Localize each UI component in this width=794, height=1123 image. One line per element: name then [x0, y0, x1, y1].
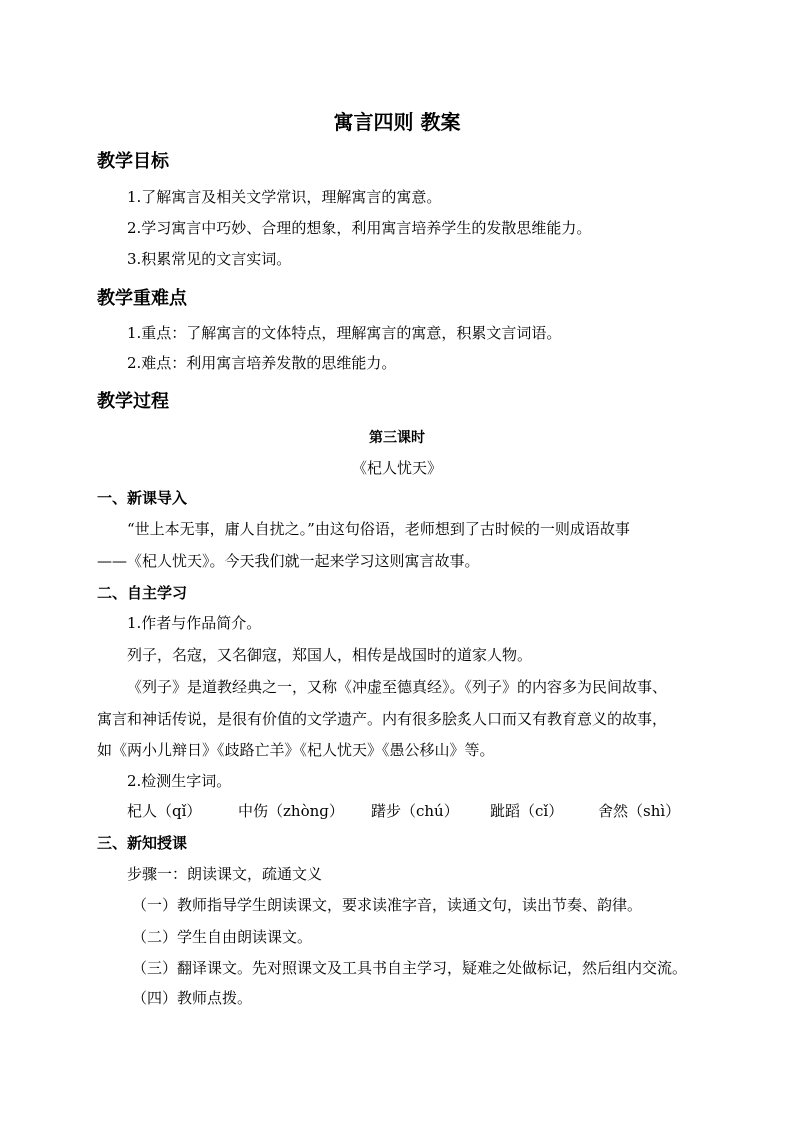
part1-line2: ——《杞人忧天》。今天我们就一起来学习这则寓言故事。 — [97, 552, 480, 570]
part1-line1: “世上本无事，庸人自扰之。”由这句俗语，老师想到了古时候的一则成语故事 — [127, 520, 630, 538]
step-item-2: （二）学生自由朗读课文。 — [132, 928, 313, 946]
vocab-word-4: 跐蹈（cǐ） — [490, 802, 564, 820]
text-title: 《杞人忧天》 — [351, 459, 442, 477]
author-intro: 列子，名寇，又名御寇，郑国人，相传是战国时的道家人物。 — [127, 646, 533, 664]
step-item-4: （四）教师点拨。 — [132, 989, 253, 1007]
heading-goals: 教学目标 — [97, 151, 169, 172]
goal-item-2: 2.学习寓言中巧妙、合理的想象，利用寓言培养学生的发散思维能力。 — [127, 219, 592, 237]
goal-item-1: 1.了解寓言及相关文学常识，理解寓言的寓意。 — [127, 188, 442, 206]
heading-key-points: 教学重难点 — [97, 288, 187, 309]
part2-item1: 1.作者与作品简介。 — [127, 614, 262, 632]
page-title: 寓言四则 教案 — [333, 110, 461, 134]
vocab-word-2: 中伤（zhònɡ） — [238, 802, 344, 820]
heading-process: 教学过程 — [97, 391, 169, 412]
step-item-1: （一）教师指导学生朗读课文，要求读准字音，读通文句，读出节奏、韵律。 — [132, 896, 643, 914]
part2-item2: 2.检测生字词。 — [127, 772, 232, 790]
vocab-word-5: 舍然（shì） — [598, 802, 681, 820]
goal-item-3: 3.积累常见的文言实词。 — [127, 250, 292, 268]
part3-heading: 三、新知授课 — [97, 834, 188, 852]
work-intro-line3: 如《两小儿辩日》《歧路亡羊》《杞人忧天》《愚公移山》等。 — [97, 741, 495, 759]
vocab-word-3: 躇步（chú） — [371, 802, 459, 820]
lesson-label: 第三课时 — [369, 430, 425, 446]
key-point-1: 1.重点：了解寓言的文体特点，理解寓言的寓意，积累文言词语。 — [127, 324, 562, 342]
work-intro-line2: 寓言和神话传说，是很有价值的文学遗产。内有很多脍炙人口而又有教育意义的故事， — [97, 710, 668, 728]
vocab-word-1: 杞人（qǐ） — [127, 802, 202, 820]
key-point-2: 2.难点：利用寓言培养发散的思维能力。 — [127, 354, 397, 372]
step-item-3: （三）翻译课文。先对照课文及工具书自主学习，疑难之处做标记，然后组内交流。 — [132, 959, 688, 977]
part2-heading: 二、自主学习 — [97, 584, 188, 602]
work-intro-line1: 《列子》是道教经典之一，又称《冲虚至德真经》。《列子》的内容多为民间故事、 — [127, 678, 668, 696]
part1-heading: 一、新课导入 — [97, 489, 188, 507]
step1-label: 步骤一：朗读课文，疏通文义 — [127, 865, 323, 883]
